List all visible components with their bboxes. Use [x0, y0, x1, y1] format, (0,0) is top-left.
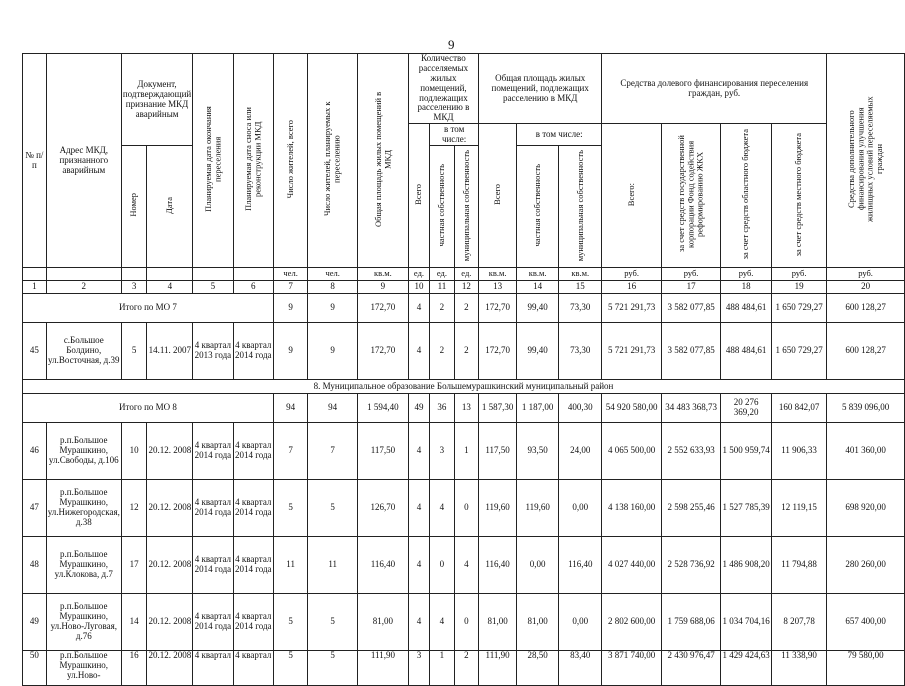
col-doc-number-header: Номер	[121, 146, 147, 268]
col-num-header: № п/п	[23, 54, 47, 268]
cell-area-municipal: 0,00	[559, 480, 602, 537]
cell-area-total: 111,90	[479, 651, 517, 686]
cell-residents-total: 11	[273, 537, 307, 594]
cell-funds-additional: 5 839 096,00	[827, 394, 905, 423]
cell-funds-additional: 600 128,27	[827, 294, 905, 323]
cell-funds-total: 4 065 500,00	[602, 423, 662, 480]
cell-residents-total: 94	[273, 394, 307, 423]
cell-area-total: 81,00	[479, 594, 517, 651]
column-number: 19	[772, 281, 827, 294]
section-title: 8. Муниципальное образование Большемурашкинский муниципальный район	[23, 380, 905, 394]
col-funds-regional-header: за счет средств областного бюджета	[721, 124, 772, 268]
cell-rooms-private: 2	[430, 294, 454, 323]
cell-funds-total: 5 721 291,73	[602, 323, 662, 380]
cell-rooms-total: 4	[408, 480, 429, 537]
unit-cell: кв.м.	[358, 268, 409, 281]
cell-total-area: 126,70	[358, 480, 409, 537]
cell-funds-total: 4 027 440,00	[602, 537, 662, 594]
funds-group-header: Средства долевого финансирования переселения граждан, руб.	[602, 54, 827, 124]
cell-rooms-private: 36	[430, 394, 454, 423]
cell-area-total: 117,50	[479, 423, 517, 480]
cell-num: 50	[23, 651, 47, 686]
col-document-header: Документ, подтверждающий признание МКД аварийным	[121, 54, 192, 146]
column-number: 8	[308, 281, 358, 294]
cell-rooms-municipal: 2	[454, 323, 478, 380]
column-number: 12	[454, 281, 478, 294]
area-incl-header: в том числе:	[517, 124, 602, 146]
cell-num: 49	[23, 594, 47, 651]
cell-funds-local: 11 338,90	[772, 651, 827, 686]
cell-doc-date: 20.12. 2008	[147, 480, 193, 537]
cell-rooms-total: 3	[408, 651, 429, 686]
column-number: 9	[358, 281, 409, 294]
cell-rooms-total: 4	[408, 594, 429, 651]
cell-funds-regional: 20 276 369,20	[721, 394, 772, 423]
column-number: 10	[408, 281, 429, 294]
cell-area-municipal: 0,00	[559, 594, 602, 651]
cell-area-private: 81,00	[517, 594, 559, 651]
cell-funds-additional: 401 360,00	[827, 423, 905, 480]
table-row	[23, 594, 905, 651]
cell-rooms-private: 2	[430, 323, 454, 380]
cell-rooms-municipal: 13	[454, 394, 478, 423]
cell-funds-total: 3 871 740,00	[602, 651, 662, 686]
cell-planned-end: 4 квартал	[193, 651, 233, 686]
col-rooms-private-header: частная собственность	[430, 146, 454, 268]
column-number: 5	[193, 281, 233, 294]
cell-doc-number: 12	[121, 480, 147, 537]
col-funds-local-header: за счет средств местного бюджета	[772, 124, 827, 268]
cell-rooms-municipal: 2	[454, 294, 478, 323]
cell-funds-fund: 34 483 368,73	[662, 394, 721, 423]
cell-funds-fund: 2 528 736,92	[662, 537, 721, 594]
col-area-municipal-header: муниципальная собственность	[559, 146, 602, 268]
cell-total-area: 117,50	[358, 423, 409, 480]
cell-area-private: 119,60	[517, 480, 559, 537]
cell-funds-regional: 488 484,61	[721, 294, 772, 323]
cell-funds-fund: 2 598 255,46	[662, 480, 721, 537]
cell-rooms-private: 4	[430, 594, 454, 651]
cell-rooms-municipal: 2	[454, 651, 478, 686]
cell-area-private: 1 187,00	[517, 394, 559, 423]
unit-cell: руб.	[662, 268, 721, 281]
col-residents-total-header: Число жителей, всего	[273, 54, 307, 268]
cell-planned-demolition: 4 квартал 2014 года	[233, 423, 273, 480]
area-group-header: Общая площадь жилых помещений, подлежащих расселению в МКД	[479, 54, 602, 124]
cell-residents-planned: 11	[308, 537, 358, 594]
cell-residents-total: 5	[273, 651, 307, 686]
cell-area-total: 172,70	[479, 323, 517, 380]
cell-funds-regional: 1 527 785,39	[721, 480, 772, 537]
cell-residents-planned: 5	[308, 480, 358, 537]
cell-funds-local: 1 650 729,27	[772, 294, 827, 323]
column-number: 7	[273, 281, 307, 294]
cell-funds-local: 11 906,33	[772, 423, 827, 480]
unit-cell: руб.	[602, 268, 662, 281]
cell-area-private: 93,50	[517, 423, 559, 480]
cell-residents-total: 5	[273, 594, 307, 651]
cell-residents-planned: 9	[308, 294, 358, 323]
cell-planned-end: 4 квартал 2014 года	[193, 537, 233, 594]
rooms-group-header: Количество расселяемых жилых помещений, подлежащих расселению в МКД	[408, 54, 478, 124]
total-row-mo8	[23, 394, 905, 423]
cell-address: р.п.Большое Мурашкино, ул.Клокова, д.7	[46, 537, 121, 594]
column-number: 4	[147, 281, 193, 294]
cell-rooms-private: 0	[430, 537, 454, 594]
cell-planned-end: 4 квартал 2014 года	[193, 480, 233, 537]
cell-rooms-total: 4	[408, 323, 429, 380]
cell-residents-planned: 7	[308, 423, 358, 480]
cell-funds-total: 54 920 580,00	[602, 394, 662, 423]
cell-area-total: 1 587,30	[479, 394, 517, 423]
cell-planned-demolition: 4 квартал 2014 года	[233, 323, 273, 380]
column-number: 14	[517, 281, 559, 294]
cell-funds-fund: 2 430 976,47	[662, 651, 721, 686]
cell-funds-regional: 1 486 908,20	[721, 537, 772, 594]
cell-residents-planned: 5	[308, 651, 358, 686]
column-number: 1	[23, 281, 47, 294]
col-doc-date-header: Дата	[147, 146, 193, 268]
cell-area-municipal: 83,40	[559, 651, 602, 686]
column-number: 13	[479, 281, 517, 294]
cell-residents-total: 5	[273, 480, 307, 537]
unit-cell: чел.	[308, 268, 358, 281]
cell-area-municipal: 116,40	[559, 537, 602, 594]
cell-area-private: 28,50	[517, 651, 559, 686]
cell-planned-end: 4 квартал 2014 года	[193, 423, 233, 480]
table-row-45	[23, 323, 905, 380]
total-label: Итого по МО 7	[23, 294, 274, 323]
cell-funds-total: 4 138 160,00	[602, 480, 662, 537]
col-planned-demolition-header: Планируемая дата сноса или реконструкции МКД	[233, 54, 273, 268]
unit-cell: руб.	[721, 268, 772, 281]
cell-funds-additional: 657 400,00	[827, 594, 905, 651]
rooms-incl-header: в том числе:	[430, 124, 479, 146]
cell-num: 45	[23, 323, 47, 380]
cell-residents-total: 9	[273, 294, 307, 323]
cell-funds-local: 12 119,15	[772, 480, 827, 537]
cell-funds-regional: 1 429 424,63	[721, 651, 772, 686]
column-number: 6	[233, 281, 273, 294]
cell-area-municipal: 73,30	[559, 323, 602, 380]
cell-residents-planned: 9	[308, 323, 358, 380]
resettlement-table	[22, 53, 905, 686]
cell-address: р.п.Большое Мурашкино, ул.Ново-	[46, 651, 121, 686]
cell-residents-total: 9	[273, 323, 307, 380]
cell-funds-fund: 2 552 633,93	[662, 423, 721, 480]
cell-area-private: 99,40	[517, 323, 559, 380]
header-row-1	[23, 54, 905, 124]
cell-funds-local: 160 842,07	[772, 394, 827, 423]
col-residents-planned-header: Число жителей, планируемых к переселению	[308, 54, 358, 268]
unit-cell: руб.	[827, 268, 905, 281]
col-additional-funds-header: Средства дополнительного финансирования улучшения жилищных условий переселяемых граждан	[827, 54, 905, 268]
cell-funds-local: 8 207,78	[772, 594, 827, 651]
cell-rooms-private: 3	[430, 423, 454, 480]
cell-rooms-total: 49	[408, 394, 429, 423]
unit-cell: руб.	[772, 268, 827, 281]
unit-cell: кв.м.	[479, 268, 517, 281]
cell-funds-local: 11 794,88	[772, 537, 827, 594]
cell-funds-fund: 3 582 077,85	[662, 294, 721, 323]
cell-total-area: 172,70	[358, 294, 409, 323]
cell-funds-total: 5 721 291,73	[602, 294, 662, 323]
col-total-area-header: Общая площадь жилых помещений в МКД	[358, 54, 409, 268]
column-number: 16	[602, 281, 662, 294]
column-number: 20	[827, 281, 905, 294]
col-area-total-header: Всего	[479, 124, 517, 268]
cell-address: р.п.Большое Мурашкино, ул.Нижегородская, д.38	[46, 480, 121, 537]
cell-total-area: 81,00	[358, 594, 409, 651]
cell-planned-end: 4 квартал 2014 года	[193, 594, 233, 651]
column-number: 17	[662, 281, 721, 294]
table-row	[23, 537, 905, 594]
cell-area-total: 119,60	[479, 480, 517, 537]
cell-funds-regional: 1 034 704,16	[721, 594, 772, 651]
cell-total-area: 116,40	[358, 537, 409, 594]
col-rooms-total-header: Всего	[408, 124, 429, 268]
cell-rooms-total: 4	[408, 423, 429, 480]
cell-rooms-private: 4	[430, 480, 454, 537]
cell-area-municipal: 24,00	[559, 423, 602, 480]
section-row-8	[23, 380, 905, 394]
cell-residents-planned: 5	[308, 594, 358, 651]
cell-funds-additional: 280 260,00	[827, 537, 905, 594]
col-rooms-municipal-header: муниципальная собственность	[454, 146, 478, 268]
column-number: 11	[430, 281, 454, 294]
cell-funds-fund: 1 759 688,06	[662, 594, 721, 651]
cell-rooms-municipal: 1	[454, 423, 478, 480]
cell-address: р.п.Большое Мурашкино, ул.Ново-Луговая, д.76	[46, 594, 121, 651]
col-funds-total-header: Всего:	[602, 124, 662, 268]
table-row	[23, 480, 905, 537]
cell-total-area: 172,70	[358, 323, 409, 380]
cell-funds-total: 2 802 600,00	[602, 594, 662, 651]
cell-funds-local: 1 650 729,27	[772, 323, 827, 380]
cell-address: р.п.Большое Мурашкино, ул.Свободы, д.106	[46, 423, 121, 480]
cell-doc-date: 20.12. 2008	[147, 423, 193, 480]
cell-area-municipal: 400,30	[559, 394, 602, 423]
table-row	[23, 423, 905, 480]
cell-address: с.Большое Болдино, ул.Восточная, д.39	[46, 323, 121, 380]
cell-planned-demolition: 4 квартал 2014 года	[233, 480, 273, 537]
cell-rooms-municipal: 4	[454, 537, 478, 594]
cell-doc-number: 16	[121, 651, 147, 686]
cell-doc-date: 14.11. 2007	[147, 323, 193, 380]
cell-doc-number: 5	[121, 323, 147, 380]
total-label: Итого по МО 8	[23, 394, 274, 423]
column-number: 15	[559, 281, 602, 294]
unit-cell: ед.	[454, 268, 478, 281]
cell-rooms-private: 1	[430, 651, 454, 686]
column-number: 2	[46, 281, 121, 294]
unit-cell: чел.	[273, 268, 307, 281]
table-row	[23, 651, 905, 686]
cell-planned-demolition: 4 квартал 2014 года	[233, 594, 273, 651]
cell-total-area: 1 594,40	[358, 394, 409, 423]
col-funds-fund-header: за счет средств государственной корпорации Фонд содействия реформированию ЖКХ	[662, 124, 721, 268]
cell-num: 46	[23, 423, 47, 480]
cell-funds-fund: 3 582 077,85	[662, 323, 721, 380]
cell-doc-date: 20.12. 2008	[147, 537, 193, 594]
cell-area-private: 99,40	[517, 294, 559, 323]
cell-funds-additional: 698 920,00	[827, 480, 905, 537]
cell-residents-total: 7	[273, 423, 307, 480]
cell-rooms-municipal: 0	[454, 594, 478, 651]
cell-funds-regional: 1 500 959,74	[721, 423, 772, 480]
unit-cell: ед.	[408, 268, 429, 281]
cell-doc-number: 17	[121, 537, 147, 594]
cell-rooms-total: 4	[408, 294, 429, 323]
column-numbers-row	[23, 281, 905, 294]
cell-planned-end: 4 квартал 2013 года	[193, 323, 233, 380]
unit-cell: ед.	[430, 268, 454, 281]
col-planned-end-header: Планируемая дата окончания переселения	[193, 54, 233, 268]
cell-area-total: 172,70	[479, 294, 517, 323]
cell-total-area: 111,90	[358, 651, 409, 686]
cell-rooms-total: 4	[408, 537, 429, 594]
page-number: 9	[448, 37, 455, 52]
cell-residents-planned: 94	[308, 394, 358, 423]
cell-area-total: 116,40	[479, 537, 517, 594]
cell-doc-number: 10	[121, 423, 147, 480]
cell-planned-demolition: 4 квартал 2014 года	[233, 537, 273, 594]
cell-funds-regional: 488 484,61	[721, 323, 772, 380]
total-row-mo7	[23, 294, 905, 323]
unit-cell: кв.м.	[559, 268, 602, 281]
column-number: 18	[721, 281, 772, 294]
cell-doc-date: 20.12. 2008	[147, 594, 193, 651]
cell-planned-demolition: 4 квартал	[233, 651, 273, 686]
cell-area-municipal: 73,30	[559, 294, 602, 323]
unit-cell: кв.м.	[517, 268, 559, 281]
cell-rooms-municipal: 0	[454, 480, 478, 537]
cell-doc-date: 20.12. 2008	[147, 651, 193, 686]
cell-area-private: 0,00	[517, 537, 559, 594]
cell-num: 47	[23, 480, 47, 537]
units-row	[23, 268, 905, 281]
column-number: 3	[121, 281, 147, 294]
cell-funds-additional: 600 128,27	[827, 323, 905, 380]
col-area-private-header: частная собственность	[517, 146, 559, 268]
cell-num: 48	[23, 537, 47, 594]
cell-funds-additional: 79 580,00	[827, 651, 905, 686]
cell-doc-number: 14	[121, 594, 147, 651]
col-address-header: Адрес МКД, признанного аварийным	[46, 54, 121, 268]
